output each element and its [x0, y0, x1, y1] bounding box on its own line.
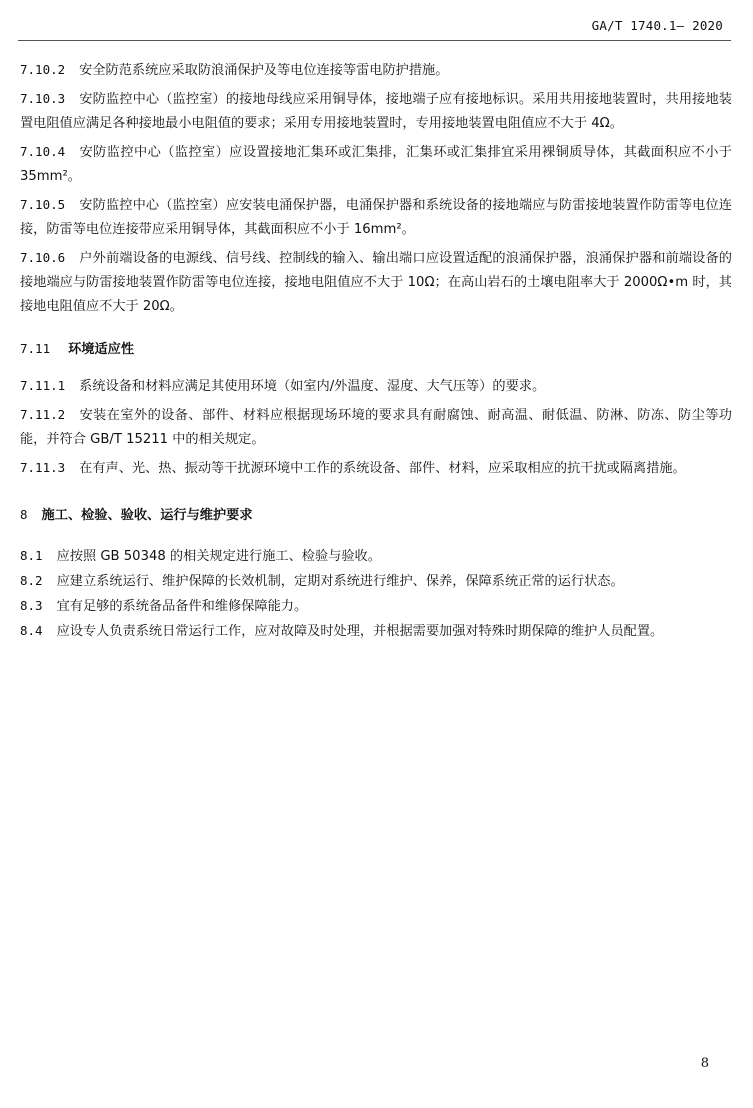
header-divider — [18, 40, 731, 41]
clause-text: 在有声、光、热、振动等干扰源环境中工作的系统设备、部件、材料，应采取相应的抗干扰或隔离措施。 — [79, 461, 686, 476]
page-number: 8 — [700, 1056, 709, 1071]
clause-text: 宜有足够的系统备品备件和维修保障能力。 — [56, 599, 308, 614]
clause-text: 应按照 GB 50348 的相关规定进行施工、检验与验收。 — [56, 549, 381, 564]
clause-7-11-2 — [20, 403, 732, 452]
clause-number: 7.11.2 — [20, 407, 66, 422]
clause-number: 8.2 — [20, 573, 43, 588]
clause-7-10-2 — [20, 58, 732, 83]
clause-7-10-6 — [20, 246, 732, 319]
clause-text: 安防监控中心（监控室）应设置接地汇集环或汇集排，汇集环或汇集排宜采用裸铜质导体，其截面积应不小于 35mm²。 — [20, 145, 732, 184]
page-body — [20, 58, 732, 644]
section-heading-7-11 — [20, 337, 732, 362]
clause-8-3 — [20, 594, 732, 619]
clause-number: 8.1 — [20, 548, 43, 563]
chapter-number: 8 — [20, 507, 28, 522]
clause-8-2 — [20, 569, 732, 594]
clause-text: 系统设备和材料应满足其使用环境（如室内/外温度、湿度、大气压等）的要求。 — [79, 379, 546, 394]
clause-7-10-5 — [20, 193, 732, 242]
clause-7-11-3 — [20, 456, 732, 481]
chapter-title: 施工、检验、验收、运行与维护要求 — [41, 508, 253, 523]
clause-8-4 — [20, 619, 732, 644]
clause-number: 7.10.2 — [20, 62, 66, 77]
section-number: 7.11 — [20, 341, 51, 356]
clause-number: 8.4 — [20, 623, 43, 638]
clause-7-10-3 — [20, 87, 732, 136]
clause-7-11-1 — [20, 374, 732, 399]
clause-8-1 — [20, 544, 732, 569]
clause-number: 7.10.4 — [20, 144, 66, 159]
clause-number: 7.10.5 — [20, 197, 66, 212]
clause-number: 8.3 — [20, 598, 43, 613]
clause-text: 应设专人负责系统日常运行工作，应对故障及时处理，并根据需要加强对特殊时期保障的维护人员配置。 — [56, 624, 664, 639]
clause-text: 安装在室外的设备、部件、材料应根据现场环境的要求具有耐腐蚀、耐高温、耐低温、防淋、防冻、防尘等功能，并符合 GB/T 15211 中的相关规定。 — [20, 408, 732, 447]
clause-number: 7.10.6 — [20, 250, 66, 265]
chapter-heading-8 — [20, 503, 732, 528]
clause-text: 安防监控中心（监控室）应安装电涌保护器，电涌保护器和系统设备的接地端应与防雷接地装置作防雷等电位连接，防雷等电位连接带应采用铜导体，其截面积应不小于 16mm²。 — [20, 198, 732, 237]
section-title: 环境适应性 — [68, 342, 135, 357]
clause-text: 安全防范系统应采取防浪涌保护及等电位连接等雷电防护措施。 — [79, 63, 449, 78]
clause-number: 7.10.3 — [20, 91, 66, 106]
clause-text: 户外前端设备的电源线、信号线、控制线的输入、输出端口应设置适配的浪涌保护器，浪涌保护器和前端设备的接地端应与防雷接地装置作防雷等电位连接，接地电阻值应不大于 10Ω；在高山岩石的土壤电阻率大于 2000Ω•m 时，其接地电阻值应不大于 20Ω。 — [20, 251, 732, 314]
clause-text: 安防监控中心（监控室）的接地母线应采用铜导体，接地端子应有接地标识。采用共用接地装置时，共用接地装置电阻值应满足各种接地最小电阻值的要求；采用专用接地装置时，专用接地装置电阻值应不大于 4Ω。 — [20, 92, 732, 131]
document-code-header: GA/T 1740.1— 2020 — [591, 18, 723, 33]
clause-number: 7.11.1 — [20, 378, 66, 393]
clause-7-10-4 — [20, 140, 732, 189]
clause-number: 7.11.3 — [20, 460, 66, 475]
clause-text: 应建立系统运行、维护保障的长效机制，定期对系统进行维护、保养，保障系统正常的运行状态。 — [56, 574, 624, 589]
